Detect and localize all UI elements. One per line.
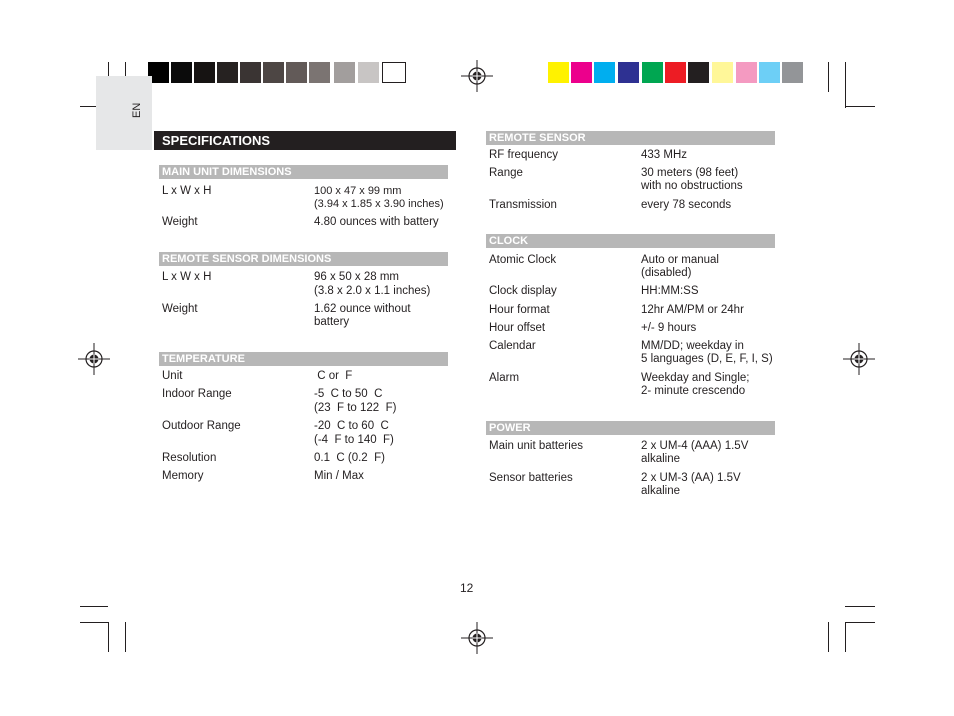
spec-label: Memory — [162, 470, 204, 482]
spec-value: (-4 F to 140 F) — [314, 434, 394, 446]
spec-value: 5 languages (D, E, F, I, S) — [641, 353, 773, 365]
language-tab — [96, 76, 152, 150]
spec-value: -20 C to 60 C — [314, 420, 389, 432]
spec-value: MM/DD; weekday in — [641, 340, 744, 352]
gray-swatch — [171, 62, 192, 83]
crop-mark — [108, 622, 109, 652]
crop-mark — [845, 106, 875, 107]
section-header-power: POWER — [486, 421, 775, 435]
section-header-remote-dims: REMOTE SENSOR DIMENSIONS — [159, 252, 448, 266]
crop-mark — [845, 622, 875, 623]
spec-value: alkaline — [641, 485, 680, 497]
color-swatch — [782, 62, 803, 83]
spec-value: 100 x 47 x 99 mm — [314, 185, 402, 197]
spec-value: 0.1 C (0.2 F) — [314, 452, 385, 464]
gray-swatch — [358, 62, 379, 83]
spec-label: Weight — [162, 216, 198, 228]
section-header-clock: CLOCK — [486, 234, 775, 248]
spec-value: HH:MM:SS — [641, 285, 699, 297]
spec-label: Outdoor Range — [162, 420, 241, 432]
crop-mark — [828, 62, 829, 92]
spec-value: battery — [314, 316, 350, 328]
crop-mark — [845, 62, 846, 108]
language-tab-label: EN — [131, 102, 143, 118]
color-swatch — [665, 62, 686, 83]
spec-label: Main unit batteries — [489, 440, 583, 452]
spec-label: Clock display — [489, 285, 557, 297]
spec-value: 30 meters (98 feet) — [641, 167, 739, 179]
spec-label: Transmission — [489, 199, 557, 211]
registration-mark-icon — [78, 343, 110, 375]
crop-mark — [125, 622, 126, 652]
spec-value: 1.62 ounce without — [314, 303, 411, 315]
spec-value: with no obstructions — [641, 180, 743, 192]
crop-mark — [845, 606, 875, 607]
spec-label: Resolution — [162, 452, 217, 464]
spec-value: 96 x 50 x 28 mm — [314, 271, 400, 283]
gray-swatch — [240, 62, 261, 83]
spec-value: (3.94 x 1.85 x 3.90 inches) — [314, 198, 444, 210]
crop-mark — [80, 606, 108, 607]
spec-value: (disabled) — [641, 267, 692, 279]
color-swatch — [594, 62, 615, 83]
section-header-main-unit: MAIN UNIT DIMENSIONS — [159, 165, 448, 179]
spec-value: (23 F to 122 F) — [314, 402, 397, 414]
gray-swatch — [334, 62, 355, 83]
spec-value: 433 MHz — [641, 149, 688, 161]
spec-value: +/- 9 hours — [641, 322, 697, 334]
page-title: SPECIFICATIONS — [154, 131, 456, 150]
crop-mark — [828, 622, 829, 652]
color-swatch — [642, 62, 663, 83]
crop-mark — [80, 622, 108, 623]
spec-value: 2 x UM-3 (AA) 1.5V — [641, 472, 741, 484]
registration-mark-icon — [461, 622, 493, 654]
spec-label: L x W x H — [162, 185, 212, 197]
spec-label: Hour offset — [489, 322, 546, 334]
color-swatch — [548, 62, 569, 83]
spec-value: -5 C to 50 C — [314, 388, 383, 400]
spec-label: Weight — [162, 303, 198, 315]
spec-label: Calendar — [489, 340, 536, 352]
spec-value: 4.80 ounces with battery — [314, 216, 439, 228]
gray-swatch — [194, 62, 215, 83]
color-swatch — [688, 62, 709, 83]
spec-value: (3.8 x 2.0 x 1.1 inches) — [314, 285, 431, 297]
spec-value: Min / Max — [314, 470, 364, 482]
gray-swatch — [382, 62, 406, 83]
spec-label: Sensor batteries — [489, 472, 573, 484]
spec-label: RF frequency — [489, 149, 559, 161]
spec-label: Alarm — [489, 372, 520, 384]
page-number: 12 — [460, 581, 474, 595]
gray-swatch — [217, 62, 238, 83]
spec-label: Atomic Clock — [489, 254, 557, 266]
color-swatch — [712, 62, 733, 83]
spec-label: Indoor Range — [162, 388, 232, 400]
gray-swatch — [263, 62, 284, 83]
spec-value: 2- minute crescendo — [641, 385, 746, 397]
spec-value: 2 x UM-4 (AAA) 1.5V — [641, 440, 749, 452]
spec-value: Auto or manual — [641, 254, 719, 266]
spec-label: Hour format — [489, 304, 550, 316]
spec-value: alkaline — [641, 453, 680, 465]
spec-value: Weekday and Single; — [641, 372, 750, 384]
spec-label: Range — [489, 167, 523, 179]
spec-value: every 78 seconds — [641, 199, 732, 211]
section-header-remote-sensor: REMOTE SENSOR — [486, 131, 775, 145]
section-header-temperature: TEMPERATURE — [159, 352, 448, 366]
gray-swatch — [309, 62, 330, 83]
spec-label: L x W x H — [162, 271, 212, 283]
registration-mark-icon — [843, 343, 875, 375]
registration-mark-icon — [461, 60, 493, 92]
color-swatch — [759, 62, 780, 83]
color-swatch — [618, 62, 639, 83]
spec-label: Unit — [162, 370, 183, 382]
gray-swatch — [286, 62, 307, 83]
spec-value: C or F — [314, 370, 353, 382]
crop-mark — [845, 622, 846, 652]
color-swatch — [736, 62, 757, 83]
color-swatch — [571, 62, 592, 83]
spec-value: 12hr AM/PM or 24hr — [641, 304, 744, 316]
